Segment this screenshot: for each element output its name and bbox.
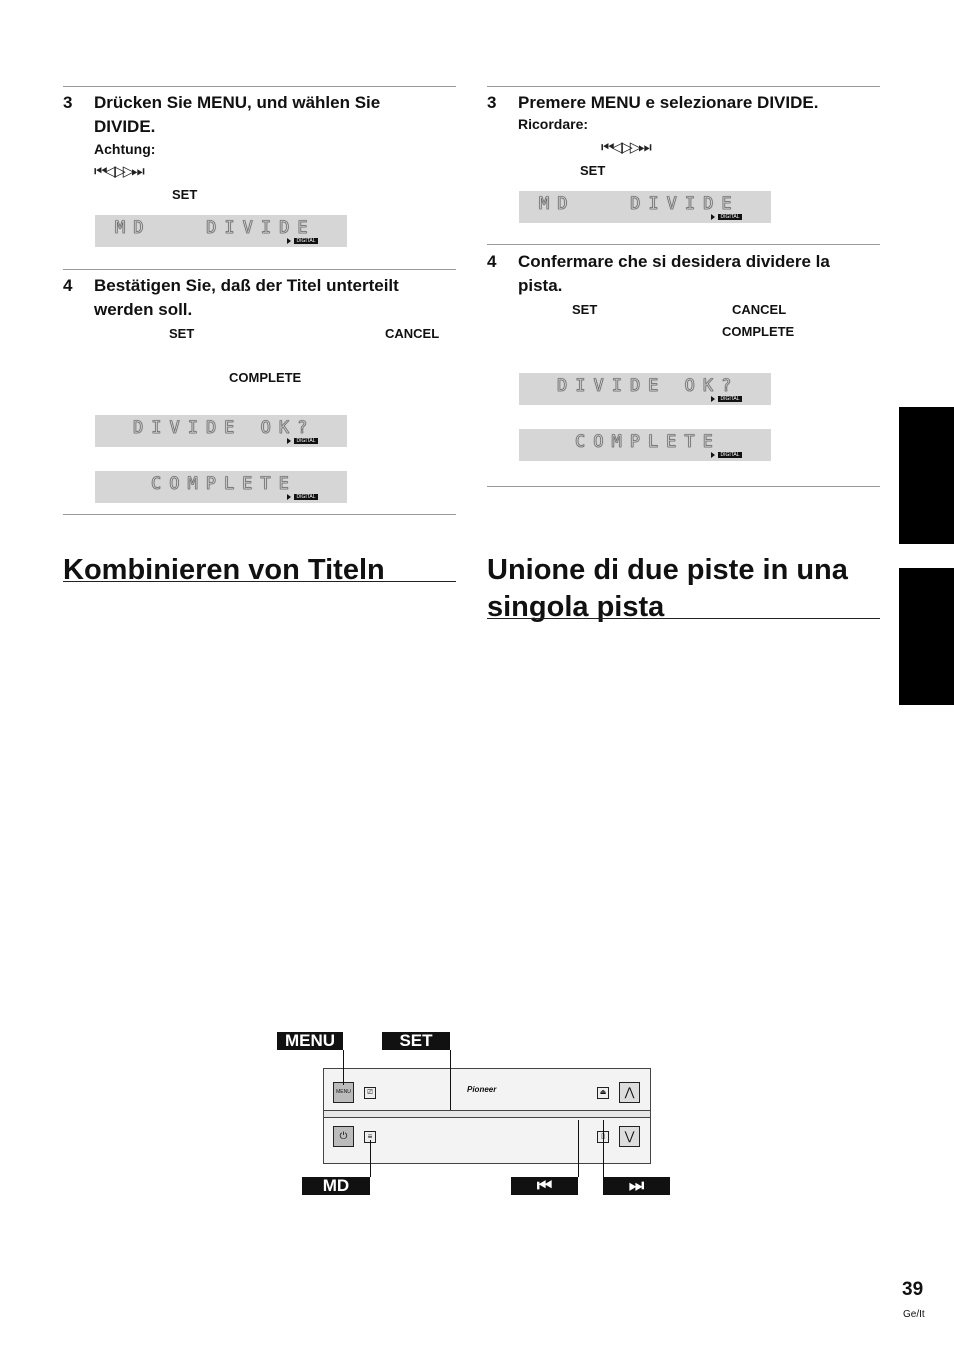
md-button-icon[interactable]: ≡ xyxy=(364,1131,376,1143)
complete-label: COMPLETE xyxy=(229,370,302,385)
step-3-de xyxy=(63,91,456,141)
language-tab-italiano xyxy=(899,568,954,705)
display-button-icon[interactable]: ⎚ xyxy=(364,1087,376,1099)
step-text: Confermare che si desidera dividere la pista. xyxy=(518,252,830,295)
heading-it: Unione di due piste in una singola pista xyxy=(487,554,848,623)
heading-underline xyxy=(63,581,456,582)
md-callout-line xyxy=(370,1140,371,1177)
control-strip xyxy=(324,1110,650,1118)
lcd-display-divide-ok xyxy=(95,415,347,447)
cancel-label: CANCEL xyxy=(385,326,440,341)
page-number: 39 xyxy=(902,1279,924,1300)
step-4-it xyxy=(487,250,880,300)
set-callout-label: SET xyxy=(382,1032,450,1050)
digital-badge: DIGITAL xyxy=(718,214,742,220)
lcd-display-divide-ok xyxy=(519,373,771,405)
lcd-text: DIVIDE OK? xyxy=(557,376,740,396)
cancel-label: CANCEL xyxy=(732,302,787,317)
skip-buttons-glyph: ⏮︎◁ ▷▷⏭︎ xyxy=(601,139,649,156)
menu-button[interactable]: MENU xyxy=(333,1082,354,1103)
lcd-display-complete xyxy=(95,471,347,503)
ricordare-label: Ricordare: xyxy=(518,116,589,132)
section-rule xyxy=(487,486,880,487)
play-indicator-icon xyxy=(287,238,291,244)
menu-callout-label: MENU xyxy=(277,1032,343,1050)
play-indicator-icon xyxy=(287,494,291,500)
section-rule xyxy=(487,86,880,87)
step-text: Bestätigen Sie, daß der Titel unterteilt werden soll. xyxy=(94,276,399,319)
lcd-text: MD DIVIDE xyxy=(115,218,316,238)
lcd-text: COMPLETE xyxy=(151,474,297,494)
heading-de: Kombinieren von Titeln xyxy=(63,554,385,586)
step-number: 3 xyxy=(487,93,497,112)
lcd-text: COMPLETE xyxy=(575,432,721,452)
prev-callout-line xyxy=(578,1120,579,1177)
set-callout-line xyxy=(450,1050,451,1110)
step-number: 4 xyxy=(487,252,497,271)
next-callout-line xyxy=(603,1120,604,1177)
step-text: Premere MENU e selezionare DIVIDE. xyxy=(518,93,819,112)
small-button-icon[interactable]: ▯ xyxy=(597,1131,609,1143)
section-rule xyxy=(63,269,456,270)
set-label: SET xyxy=(580,163,606,178)
power-button-icon[interactable]: ⏻ xyxy=(333,1126,354,1147)
down-button-icon[interactable]: ⋁ xyxy=(619,1126,640,1147)
lcd-display-md-divide xyxy=(95,215,347,247)
eject-button-icon[interactable]: ⏏ xyxy=(597,1087,609,1099)
skip-buttons-glyph: ⏮︎◁ ▷▷⏭︎ xyxy=(94,163,142,180)
set-label: SET xyxy=(572,302,598,317)
heading-underline xyxy=(487,618,880,619)
menu-callout-line xyxy=(343,1050,344,1085)
section-rule xyxy=(487,244,880,245)
lcd-display-md-divide xyxy=(519,191,771,223)
play-indicator-icon xyxy=(711,214,715,220)
language-tab-deutsch xyxy=(899,407,954,544)
step-text: Drücken Sie MENU, und wählen Sie DIVIDE. xyxy=(94,93,381,136)
md-callout-label: MD xyxy=(302,1177,370,1195)
digital-badge: DIGITAL xyxy=(718,396,742,402)
digital-badge: DIGITAL xyxy=(294,438,318,444)
digital-badge: DIGITAL xyxy=(718,452,742,458)
up-button-icon[interactable]: ⋀ xyxy=(619,1082,640,1103)
step-3-it xyxy=(487,91,880,117)
play-indicator-icon xyxy=(711,452,715,458)
complete-label: COMPLETE xyxy=(722,324,795,339)
prev-callout-label: ⏮ xyxy=(511,1177,578,1195)
step-number: 3 xyxy=(63,93,73,112)
next-callout-label: ⏭ xyxy=(603,1177,670,1195)
device-front-panel xyxy=(323,1068,651,1164)
set-label: SET xyxy=(169,326,195,341)
play-indicator-icon xyxy=(287,438,291,444)
brand-logo: Pioneer xyxy=(467,1085,497,1094)
play-indicator-icon xyxy=(711,396,715,402)
section-rule xyxy=(63,86,456,87)
lcd-text: DIVIDE OK? xyxy=(133,418,316,438)
set-label: SET xyxy=(172,187,198,202)
step-4-de xyxy=(63,274,456,324)
digital-badge: DIGITAL xyxy=(294,238,318,244)
step-number: 4 xyxy=(63,276,73,295)
lcd-display-complete xyxy=(519,429,771,461)
achtung-label: Achtung: xyxy=(94,141,156,157)
digital-badge: DIGITAL xyxy=(294,494,318,500)
section-rule xyxy=(63,514,456,515)
lcd-text: MD DIVIDE xyxy=(539,194,740,214)
language-code: Ge/It xyxy=(903,1309,925,1320)
